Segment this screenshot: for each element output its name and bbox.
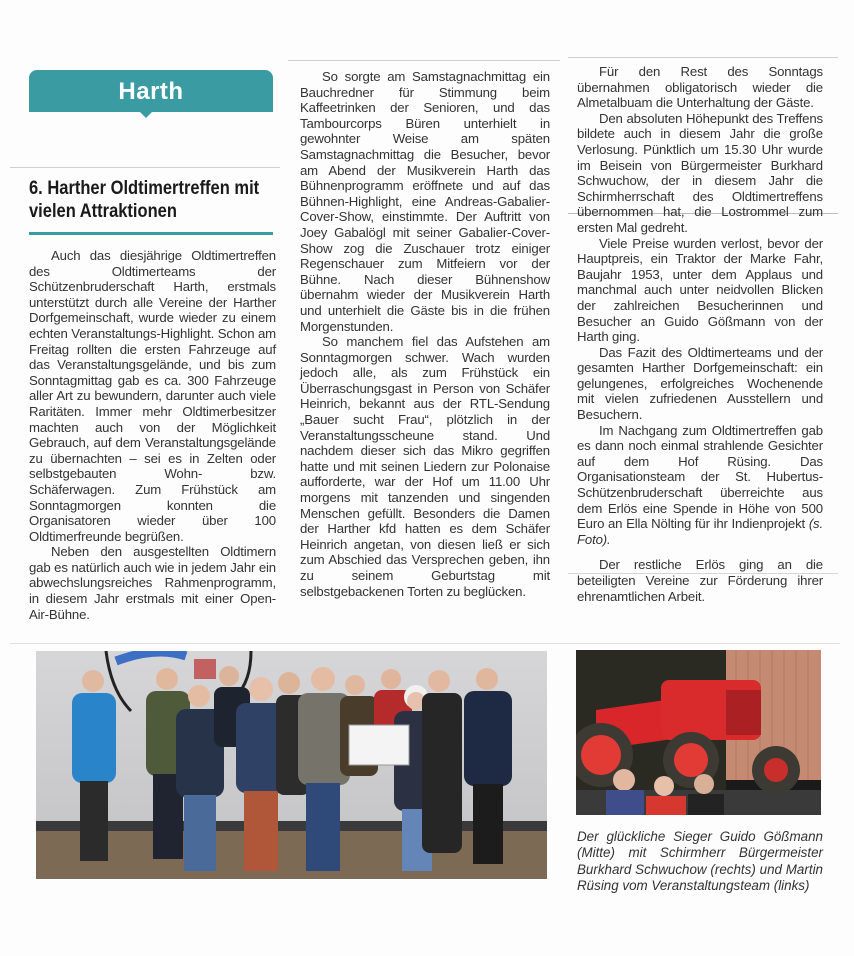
divider xyxy=(288,60,560,61)
paragraph: Das Fazit des Oldtimerteams und der gesamten Harther Dorfgemeinschaft: ein gelungenes, erfolgreiches Wochenende mit vielen zufriedenen Ausstellern und Besuchern. xyxy=(577,344,823,423)
group-photo-illustration xyxy=(36,651,547,879)
paragraph: Den absoluten Höhepunkt des Treffens bildete auch in diesem Jahr die große Verlosung. Pünktlich um 15.30 Uhr wurde im Beisein von Bürgermeister Burkhard Schwuchow, der in diesem Jahr die Schirmherrschaft des Oldtimertreffens übernommen hat, die Lostrommel zum ersten Mal gedreht. xyxy=(577,110,823,235)
paragraph: Viele Preise wurden verlost, bevor der Hauptpreis, ein Traktor der Marke Fahr, Baujahr 1953, unter dem Applaus und manchmal auch unter neidvollen Blicken der zahlreichen Besucherinnen und Besucher an Guido Gößmann von der Harth ging. xyxy=(577,235,823,345)
photo-caption: Der glückliche Sieger Guido Gößmann (Mitte) mit Schirmherr Bürgermeister Burkhard Schwuchow (rechts) und Martin Rüsing vom Veranstaltungsteam (links) xyxy=(577,829,823,894)
article-column-3 xyxy=(577,64,823,604)
divider xyxy=(10,167,280,168)
paragraph: Auch das diesjährige Oldtimertreffen des Oldtimerteams der Schützenbruderschaft Harth, erstmals unterstützt durch alle Vereine der Harther Dorfgemeinschaft, wurde wieder zu einem echten Veranstaltungs-Highlight. Schon am Freitag rollten die ersten Fahrzeuge auf das Veranstaltungsgelände, und bis zum Sonntagmittag gab es ca. 300 Fahrzeuge aller Art zu bewundern, darunter auch viele Raritäten. Immer mehr Oldtimerbesitzer machten auch von der Möglichkeit Gebrauch, auf dem Veranstaltungsgelände zu übernachten – sei es in Zelten oder selbstgebauten Wohn- bzw. Schäferwagen. Zum Frühstück am Sonntagmorgen konnten die Organisatoren wieder über 100 Oldtimerfreunde begrüßen. xyxy=(29,248,276,544)
paragraph xyxy=(577,423,823,548)
divider xyxy=(568,57,838,58)
paragraph: Der restliche Erlös ging an die beteiligten Vereine zur Förderung ihrer ehrenamtlichen Arbeit. xyxy=(577,557,823,604)
divider xyxy=(10,643,840,644)
section-banner xyxy=(29,70,273,112)
tractor-photo xyxy=(576,650,821,815)
paragraph: Für den Rest des Sonntags übernahmen obligatorisch wieder die Almetalbuam die Unterhaltung der Gäste. xyxy=(577,64,823,111)
tractor-photo-illustration xyxy=(576,650,821,815)
headline-underline xyxy=(29,232,273,235)
article-column-2 xyxy=(300,69,550,599)
article-headline: 6. Harther Oldtimertreffen mit vielen Attraktionen xyxy=(29,178,260,222)
paragraph: So manchem fiel das Aufstehen am Sonntagmorgen schwer. Wach wurden jedoch alle, als zum Frühstück ein Überraschungsgast in Person von Schäfer Heinrich, bekannt aus der RTL-Sendung „Bauer sucht Frau“, plötzlich in der Veranstaltungsscheune stand. Und nachdem dieser sich das Mikro gegriffen hatte und mit seinen Liedern zur Polonaise aufforderte, war der Hof um 11.00 Uhr morgens mit tanzenden und singenden Menschen gefüllt. Besonders die Damen der Harther kfd hatten es dem Schäfer Heinrich angetan, von diesen ließ er sich zum Abschied das Versprechen geben, ihn zu seinem Geburtstag mit selbstgebackenen Torten zu beglücken. xyxy=(300,334,550,599)
group-photo xyxy=(36,651,547,879)
paragraph: So sorgte am Samstagnachmittag ein Bauchredner für Stimmung beim Kaffeetrinken der Senioren, und das Tambourcorps Büren unterhielt in gewohnter Weise am späten Samstagnachmittag die Besucher, bevor am Abend der Musikverein Harth das Bühnenprogramm eröffnete und auf das Bühnen-Highlight, eine Andreas-Gabalier-Cover-Show, einstimmte. Der Auftritt von Joey Gabalögl mit seiner Gabalier-Cover-Show zog die Zuschauer trotz einiger Regenschauer zum Mitfeiern vor der Bühne. Nach dieser Bühnenshow übernahm wieder der Musikverein Harth und unterhielt die Gäste bis in die frühen Morgenstunden. xyxy=(300,69,550,334)
banner-pointer xyxy=(139,111,153,118)
paragraph: Neben den ausgestellten Oldtimern gab es natürlich auch wie in jedem Jahr ein abwechslungsreiches Rahmenprogramm, in diesem Jahr erstmals mit einer Open-Air-Bühne. xyxy=(29,544,276,622)
article-column-1 xyxy=(29,248,276,622)
section-banner-label: Harth xyxy=(118,78,184,105)
paragraph-text: Im Nachgang zum Oldtimertreffen gab es dann noch einmal strahlende Gesichter auf dem Hof Rüsing. Das Organisationsteam der St. Hubertus-Schützenbruderschaft überreichte aus dem Erlös eine Spende in Höhe von 500 Euro an Ella Nölting für ihr Indienprojekt xyxy=(577,422,823,532)
photo-reference: (s. Foto). xyxy=(577,516,824,547)
